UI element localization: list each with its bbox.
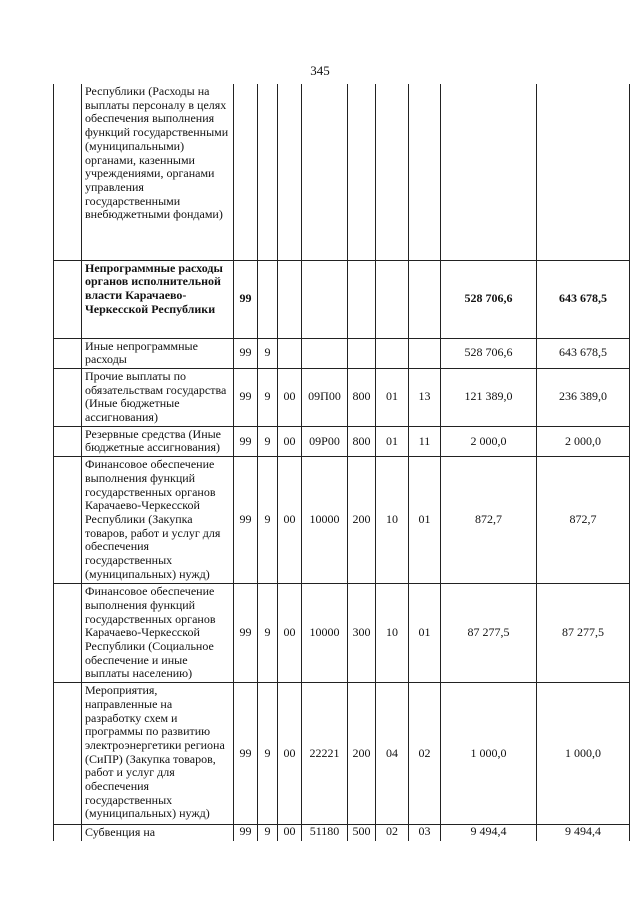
code-direction: 22221	[302, 683, 348, 825]
code-section: 01	[376, 368, 409, 426]
amount-year-2: 87 277,5	[537, 584, 630, 683]
code-section	[376, 260, 409, 338]
table-row	[54, 426, 630, 456]
table-row	[54, 683, 630, 825]
code-subsection: 01	[409, 457, 441, 584]
amount-year-1: 2 000,0	[441, 426, 537, 456]
code-subsection	[409, 260, 441, 338]
table-row	[54, 368, 630, 426]
code-expense-type: 800	[348, 426, 376, 456]
row-name: Финансовое обеспечение выполнения функций государственных органов Карачаево-Черкесской Республики (Социальное обеспечение и иные выплаты населению)	[82, 584, 234, 683]
code-direction: 10000	[302, 457, 348, 584]
amount-year-1: 528 706,6	[441, 260, 537, 338]
code-subprogram: 9	[258, 584, 278, 683]
code-subprogram: 9	[258, 426, 278, 456]
code-subprogram: 9	[258, 457, 278, 584]
code-program: 99	[234, 683, 258, 825]
row-name: Субвенция на	[82, 825, 234, 841]
amount-year-1	[441, 84, 537, 260]
code-expense-type	[348, 260, 376, 338]
code-section	[376, 338, 409, 368]
code-section: 02	[376, 825, 409, 841]
code-subprogram	[258, 260, 278, 338]
row-name: Мероприятия, направленные на разработку схем и программы по развитию электроэнергетики региона (СиПР) (Закупка товаров, работ и услуг для обеспечения государственных (муниципальных) нужд)	[82, 683, 234, 825]
amount-year-2: 643 678,5	[537, 338, 630, 368]
code-section: 10	[376, 584, 409, 683]
table-row	[54, 84, 630, 260]
code-program	[234, 84, 258, 260]
table-row	[54, 260, 630, 338]
code-program: 99	[234, 584, 258, 683]
code-expense-type: 800	[348, 368, 376, 426]
amount-year-2: 1 000,0	[537, 683, 630, 825]
amount-year-1: 87 277,5	[441, 584, 537, 683]
code-program: 99	[234, 457, 258, 584]
code-direction	[302, 260, 348, 338]
code-group: 00	[278, 584, 302, 683]
code-group: 00	[278, 368, 302, 426]
code-expense-type: 200	[348, 457, 376, 584]
row-name: Прочие выплаты по обязательствам государства (Иные бюджетные ассигнования)	[82, 368, 234, 426]
row-name: Финансовое обеспечение выполнения функций государственных органов Карачаево-Черкесской Республики (Закупка товаров, работ и услуг для обеспечения государственных (муниципальных) нужд)	[82, 457, 234, 584]
code-subsection: 13	[409, 368, 441, 426]
code-program: 99	[234, 338, 258, 368]
code-subprogram	[258, 84, 278, 260]
code-direction	[302, 338, 348, 368]
code-group	[278, 338, 302, 368]
amount-year-2: 236 389,0	[537, 368, 630, 426]
table-row	[54, 825, 630, 841]
code-expense-type	[348, 84, 376, 260]
code-subprogram: 9	[258, 825, 278, 841]
code-direction: 10000	[302, 584, 348, 683]
code-program: 99	[234, 426, 258, 456]
row-name: Непрограммные расходы органов исполнительной власти Карачаево-Черкесской Республики	[82, 260, 234, 338]
row-index-cell	[54, 426, 82, 456]
code-direction: 51180	[302, 825, 348, 841]
amount-year-1: 121 389,0	[441, 368, 537, 426]
table-row	[54, 338, 630, 368]
code-section: 10	[376, 457, 409, 584]
code-group	[278, 260, 302, 338]
code-subsection: 03	[409, 825, 441, 841]
code-expense-type: 300	[348, 584, 376, 683]
code-subsection	[409, 84, 441, 260]
code-section: 01	[376, 426, 409, 456]
code-subsection	[409, 338, 441, 368]
code-subsection: 11	[409, 426, 441, 456]
code-expense-type	[348, 338, 376, 368]
code-group: 00	[278, 426, 302, 456]
amount-year-1: 9 494,4	[441, 825, 537, 841]
code-subsection: 02	[409, 683, 441, 825]
code-subprogram: 9	[258, 338, 278, 368]
code-group: 00	[278, 457, 302, 584]
table-row	[54, 584, 630, 683]
row-index-cell	[54, 368, 82, 426]
amount-year-2: 643 678,5	[537, 260, 630, 338]
code-section: 04	[376, 683, 409, 825]
code-program: 99	[234, 368, 258, 426]
code-group: 00	[278, 683, 302, 825]
row-index-cell	[54, 683, 82, 825]
code-program: 99	[234, 260, 258, 338]
amount-year-1: 528 706,6	[441, 338, 537, 368]
amount-year-2: 9 494,4	[537, 825, 630, 841]
code-direction	[302, 84, 348, 260]
code-direction: 09П00	[302, 368, 348, 426]
amount-year-2	[537, 84, 630, 260]
amount-year-2: 2 000,0	[537, 426, 630, 456]
budget-table	[53, 84, 630, 841]
row-index-cell	[54, 338, 82, 368]
row-index-cell	[54, 584, 82, 683]
code-group	[278, 84, 302, 260]
row-name: Иные непрограммные расходы	[82, 338, 234, 368]
row-index-cell	[54, 84, 82, 260]
row-index-cell	[54, 825, 82, 841]
code-direction: 09Р00	[302, 426, 348, 456]
code-section	[376, 84, 409, 260]
amount-year-1: 872,7	[441, 457, 537, 584]
amount-year-2: 872,7	[537, 457, 630, 584]
table-row	[54, 457, 630, 584]
code-expense-type: 200	[348, 683, 376, 825]
row-name: Резервные средства (Иные бюджетные ассигнования)	[82, 426, 234, 456]
code-expense-type: 500	[348, 825, 376, 841]
row-index-cell	[54, 457, 82, 584]
code-subsection: 01	[409, 584, 441, 683]
code-subprogram: 9	[258, 368, 278, 426]
code-program: 99	[234, 825, 258, 841]
row-index-cell	[54, 260, 82, 338]
code-group: 00	[278, 825, 302, 841]
page-number: 345	[310, 63, 330, 78]
code-subprogram: 9	[258, 683, 278, 825]
row-name: Республики (Расходы на выплаты персоналу в целях обеспечения выполнения функций государственными (муниципальными) органами, казенными учреждениями, органами управления государственными внебюджетными фондами)	[82, 84, 234, 260]
amount-year-1: 1 000,0	[441, 683, 537, 825]
